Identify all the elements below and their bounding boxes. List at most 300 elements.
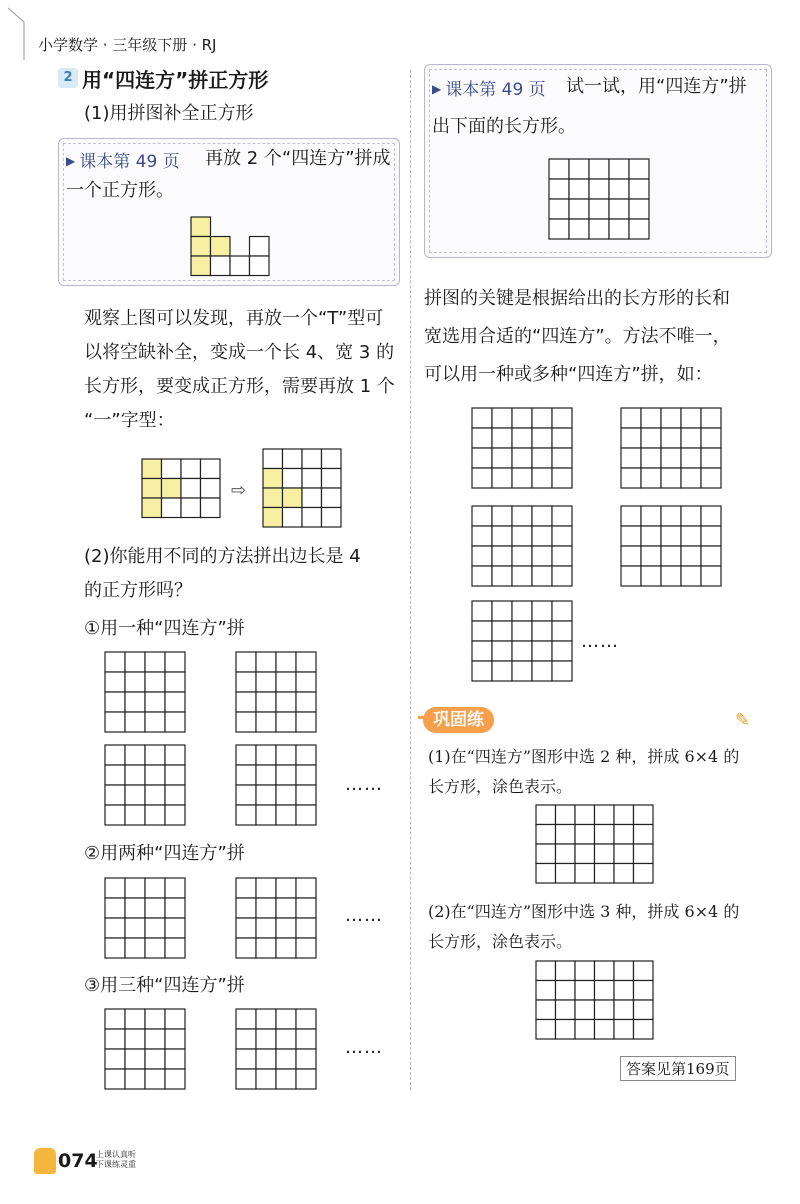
mascot-icon [34, 1148, 56, 1174]
grid-cell [634, 981, 654, 1001]
grid-cell [296, 878, 316, 898]
grid-cell [211, 237, 231, 257]
grid-cell [276, 918, 296, 938]
blank-grid-4x4[interactable] [235, 744, 315, 826]
grid-cell [256, 1049, 276, 1069]
grid-cell [575, 844, 595, 864]
grid-cell [661, 546, 681, 566]
grid-cell [165, 652, 185, 672]
grid-cell [532, 428, 552, 448]
grid-cell [256, 918, 276, 938]
grid-cell [472, 428, 492, 448]
grid-cell [145, 712, 165, 732]
grid-cell [536, 805, 556, 825]
grid-cell [165, 692, 185, 712]
grid-cell [512, 468, 532, 488]
grid-cell [595, 1020, 615, 1040]
ellipsis: …… [581, 631, 619, 652]
grid-cell [145, 785, 165, 805]
motto-line-1: 上课认真听 [96, 1150, 136, 1159]
grid-cell [105, 1049, 125, 1069]
grid-cell [125, 1029, 145, 1049]
grid-cell [556, 844, 576, 864]
grid-cell [256, 1069, 276, 1089]
grid-cell [641, 448, 661, 468]
grid-cell [276, 712, 296, 732]
grid-cell [296, 805, 316, 825]
grid-cell [621, 468, 641, 488]
blank-grid-4x5[interactable] [471, 407, 573, 489]
textbook-ref-label: 课本第 49 页 [79, 152, 180, 172]
grid-cell [621, 408, 641, 428]
grid-cell [569, 219, 589, 239]
grid-cell [634, 1020, 654, 1040]
grid-cell [512, 621, 532, 641]
grid-cell [105, 652, 125, 672]
grid-cell [614, 1020, 634, 1040]
grid-cell [256, 898, 276, 918]
grid-cell [629, 199, 649, 219]
textbook-ref-label: 课本第 49 页 [445, 80, 546, 100]
grid-cell [621, 428, 641, 448]
grid-cell [181, 498, 201, 518]
grid-cell [125, 672, 145, 692]
arrow-right-icon: ⇨ [231, 480, 247, 501]
grid-cell [512, 428, 532, 448]
grid-cell [556, 961, 576, 981]
grid-cell [634, 805, 654, 825]
grid-cell [681, 428, 701, 448]
grid-cell [492, 428, 512, 448]
grid-cell [236, 938, 256, 958]
ellipsis: …… [345, 1037, 383, 1058]
grid-cell [256, 1029, 276, 1049]
grid-cell [512, 566, 532, 586]
grid-cell [552, 621, 572, 641]
grid-cell [532, 468, 552, 488]
grid-cell [641, 566, 661, 586]
grid-cell [472, 506, 492, 526]
grid-cell [589, 219, 609, 239]
grid-cell [211, 256, 231, 276]
blank-grid-4x4[interactable] [235, 651, 315, 733]
blank-grid-4x4[interactable] [235, 1008, 315, 1090]
grid-cell [536, 844, 556, 864]
grid-cell [552, 601, 572, 621]
explain-line-1: 观察上图可以发现，再放一个“T”型可 [84, 308, 384, 329]
grid-cell [532, 641, 552, 661]
grid-cell [492, 661, 512, 681]
grid-cell [276, 652, 296, 672]
grid-cell [681, 468, 701, 488]
grid-cell [492, 408, 512, 428]
part2-line-2: 的正方形吗？ [84, 580, 192, 601]
grid-cell [701, 506, 721, 526]
q1-line-1: (1)在“四连方”图形中选 2 种，拼成 6×4 的 [428, 747, 740, 766]
grid-cell [125, 712, 145, 732]
grid-cell [145, 765, 165, 785]
grid-cell [492, 526, 512, 546]
grid-cell [661, 408, 681, 428]
pencil-icon: ✎ [735, 710, 751, 731]
grid-cell [629, 219, 649, 239]
grid-cell [629, 179, 649, 199]
grid-cell [236, 1049, 256, 1069]
grid-cell [575, 805, 595, 825]
grid-cell [236, 1009, 256, 1029]
grid-cell [165, 918, 185, 938]
grid-cell [552, 506, 572, 526]
grid-cell [283, 469, 303, 489]
blank-grid-4x5[interactable] [471, 600, 573, 682]
grid-cell [634, 1000, 654, 1020]
grid-cell [681, 448, 701, 468]
grid-cell [236, 712, 256, 732]
grid-cell [595, 805, 615, 825]
box2-text-line2: 出下面的长方形。 [432, 116, 576, 137]
grid-cell [105, 805, 125, 825]
header-book-title: 小学数学 · 三年级下册 · RJ [38, 36, 217, 54]
grid-cell [552, 428, 572, 448]
blank-grid-4x5[interactable] [620, 505, 722, 587]
grid-cell [256, 712, 276, 732]
grid-cell [125, 652, 145, 672]
grid-cell [575, 961, 595, 981]
grid-cell [701, 546, 721, 566]
grid-cell [472, 621, 492, 641]
grid-cell [165, 785, 185, 805]
grid-cell [552, 546, 572, 566]
grid-cell [145, 692, 165, 712]
grid-cell [105, 1069, 125, 1089]
grid-cell [236, 898, 256, 918]
right-para-line-1: 拼图的关键是根据给出的长方形的长和 [424, 288, 730, 309]
grid-cell [125, 918, 145, 938]
blank-grid-4x4[interactable] [104, 877, 184, 959]
grid-cell [165, 938, 185, 958]
blank-grid-4x4[interactable] [104, 744, 184, 826]
grid-cell [552, 448, 572, 468]
grid-cell [681, 526, 701, 546]
grid-cell [556, 1000, 576, 1020]
grid-cell [661, 428, 681, 448]
grid-cell [191, 217, 211, 237]
answer-reference: 答案见第169页 [620, 1056, 736, 1081]
grid-cell [276, 1069, 296, 1089]
blank-grid-4x5[interactable] [471, 505, 573, 587]
grid-cell [681, 506, 701, 526]
grid-cell [512, 506, 532, 526]
grid-cell [575, 1020, 595, 1040]
textbook-ref-tag-2 [432, 75, 546, 100]
grid-cell [472, 448, 492, 468]
grid-cell [661, 448, 681, 468]
grid-cell [661, 506, 681, 526]
grid-cell [142, 479, 162, 499]
grid-cell [609, 159, 629, 179]
grid-cell [276, 745, 296, 765]
grid-cell [681, 408, 701, 428]
grid-cell [283, 508, 303, 528]
grid-cell [549, 199, 569, 219]
grid-cell [105, 1029, 125, 1049]
grid-cell [512, 448, 532, 468]
grid-cell [145, 938, 165, 958]
grid-cell [595, 961, 615, 981]
grid-cell [701, 526, 721, 546]
triangle-icon: ▶ [66, 154, 76, 168]
grid-cell [296, 898, 316, 918]
blank-grid-4x6[interactable] [535, 960, 655, 1042]
grid-cell [236, 878, 256, 898]
grid-cell [236, 785, 256, 805]
page-motto [96, 1150, 136, 1170]
grid-cell [105, 878, 125, 898]
grid-cell [145, 672, 165, 692]
grid-cell [125, 785, 145, 805]
explain-line-4: “一”字型： [84, 410, 175, 431]
grid-cell [296, 765, 316, 785]
grid-cell [614, 1000, 634, 1020]
grid-cell [236, 918, 256, 938]
grid-cell [276, 1049, 296, 1069]
grid-cell [105, 672, 125, 692]
grid-cell [142, 459, 162, 479]
grid-cell [125, 745, 145, 765]
right-para-line-2: 宽选用合适的“四连方”。方法不唯一， [424, 326, 731, 347]
grid-cell [472, 661, 492, 681]
grid-cell [472, 601, 492, 621]
grid-cell [191, 237, 211, 257]
grid-cell [549, 219, 569, 239]
blank-grid-4x4[interactable] [235, 877, 315, 959]
grid-cell [256, 672, 276, 692]
section-title: 用“四连方”拼正方形 [82, 68, 269, 92]
grid-cell [125, 765, 145, 785]
grid-cell [552, 408, 572, 428]
grid-cell [250, 237, 270, 257]
grid-cell [575, 1000, 595, 1020]
grid-cell [552, 641, 572, 661]
grid-cell [283, 449, 303, 469]
grid-cell [512, 408, 532, 428]
grid-cell [512, 601, 532, 621]
textbook-ref-tag-1 [66, 147, 180, 172]
grid-cell [634, 825, 654, 845]
grid-cell [512, 641, 532, 661]
grid-cell [125, 898, 145, 918]
grid-cell [105, 785, 125, 805]
grid-cell [614, 864, 634, 884]
grid-cell [276, 878, 296, 898]
grid-cell [556, 805, 576, 825]
grid-cell [322, 469, 342, 489]
grid-cell [532, 408, 552, 428]
grid-cell [595, 864, 615, 884]
grid-cell [549, 159, 569, 179]
grid-cell [165, 1009, 185, 1029]
grid-cell [236, 1029, 256, 1049]
grid-cell [556, 1020, 576, 1040]
grid-cell [145, 878, 165, 898]
blank-grid-4x6[interactable] [535, 804, 655, 886]
grid-cell [552, 468, 572, 488]
grid-cell [512, 661, 532, 681]
grid-cell [609, 199, 629, 219]
grid-cell [236, 745, 256, 765]
grid-cell [532, 506, 552, 526]
grid-cell [681, 546, 701, 566]
method1-label: ①用一种“四连方”拼 [84, 618, 245, 639]
grid-cell [256, 805, 276, 825]
grid-cell [236, 652, 256, 672]
grid-cell [256, 692, 276, 712]
grid-cell [165, 898, 185, 918]
grid-cell [472, 546, 492, 566]
grid-cell [552, 566, 572, 586]
grid-cell [125, 1069, 145, 1089]
grid-cell [125, 1009, 145, 1029]
grid-cell [614, 805, 634, 825]
grid-cell [569, 179, 589, 199]
blank-grid-4x4[interactable] [104, 1008, 184, 1090]
box1-text-line2: 一个正方形。 [66, 180, 174, 201]
grid-cell [549, 179, 569, 199]
grid-cell [256, 785, 276, 805]
grid-cell [575, 825, 595, 845]
grid-cell [276, 1029, 296, 1049]
grid-cell [296, 785, 316, 805]
grid-cell [145, 1069, 165, 1089]
blank-grid-4x4[interactable] [104, 651, 184, 733]
part2-line-1: (2)你能用不同的方法拼出边长是 4 [84, 546, 361, 567]
grid-cell [609, 219, 629, 239]
grid-cell [145, 1009, 165, 1029]
grid-cell [556, 864, 576, 884]
grid-cell [165, 1029, 185, 1049]
grid-cell [302, 449, 322, 469]
grid-cell [165, 805, 185, 825]
grid-cell [263, 449, 283, 469]
grid-cell [296, 918, 316, 938]
grid-cell [296, 1029, 316, 1049]
right-para-line-3: 可以用一种或多种“四连方”拼，如： [424, 364, 713, 385]
motto-line-2: 下课练灵重 [96, 1160, 136, 1169]
grid-cell [296, 672, 316, 692]
blank-grid-4x5[interactable] [620, 407, 722, 489]
grid-cell [614, 825, 634, 845]
grid-cell [165, 712, 185, 732]
grid-cell [575, 981, 595, 1001]
grid-cell [276, 898, 296, 918]
grid-cell [256, 745, 276, 765]
grid-cell [256, 652, 276, 672]
column-divider [410, 70, 411, 1090]
grid-cell [614, 844, 634, 864]
grid-cell [162, 479, 182, 499]
grid-cell [296, 745, 316, 765]
grid-cell [492, 601, 512, 621]
grid-cell [165, 878, 185, 898]
grid-cell [256, 765, 276, 785]
grid-cell [165, 745, 185, 765]
grid-cell [145, 1029, 165, 1049]
grid-cell [105, 898, 125, 918]
grid-cell [536, 864, 556, 884]
explain-line-3: 长方形，要变成正方形，需要再放 1 个 [84, 376, 395, 397]
grid-cell [256, 938, 276, 958]
section-number-icon: 2 [58, 68, 78, 88]
grid-cell [302, 488, 322, 508]
grid-cell [701, 408, 721, 428]
grid-cell [532, 661, 552, 681]
grid-cell [641, 408, 661, 428]
grid-cell [145, 652, 165, 672]
grid-cell [145, 918, 165, 938]
grid-cell [296, 938, 316, 958]
grid-cell [322, 488, 342, 508]
box1-text-line1: 再放 2 个“四连方”拼成 [205, 148, 391, 169]
grid-cell [609, 179, 629, 199]
grid-cell [191, 256, 211, 276]
grid-cell [181, 479, 201, 499]
part1-title: (1)用拼图补全正方形 [84, 103, 254, 124]
method3-label: ③用三种“四连方”拼 [84, 975, 245, 996]
grid-cell [142, 498, 162, 518]
grid-cell [614, 961, 634, 981]
grid-cell [621, 526, 641, 546]
grid-cell [629, 159, 649, 179]
grid-cell [105, 745, 125, 765]
grid-cell [276, 938, 296, 958]
grid-cell [595, 844, 615, 864]
grid-cell [125, 692, 145, 712]
grid-cell [165, 672, 185, 692]
grid-cell [181, 459, 201, 479]
blank-grid-4x5[interactable] [548, 158, 658, 240]
method2-label: ②用两种“四连方”拼 [84, 843, 245, 864]
grid-cell [532, 621, 552, 641]
grid-cell [661, 566, 681, 586]
grid-cell [162, 498, 182, 518]
grid-cell [105, 712, 125, 732]
grid-cell [614, 981, 634, 1001]
grid-cell [575, 864, 595, 884]
grid-cell [661, 526, 681, 546]
grid-cell [236, 1069, 256, 1089]
grid-cell [701, 468, 721, 488]
q2-line-2: 长方形，涂色表示。 [428, 932, 573, 951]
grid-cell [276, 805, 296, 825]
grid-cell [492, 566, 512, 586]
grid-cell [276, 1009, 296, 1029]
grid-cell [634, 961, 654, 981]
explain-line-2: 以将空缺补全，变成一个长 4、宽 3 的 [84, 342, 395, 363]
grid-cell [296, 1049, 316, 1069]
grid-cell [681, 566, 701, 586]
grid-cell [165, 765, 185, 785]
grid-cell [201, 459, 221, 479]
grid-cell [105, 918, 125, 938]
grid-cell [256, 1009, 276, 1029]
grid-cell [472, 526, 492, 546]
grid-cell [256, 878, 276, 898]
grid-cell [472, 566, 492, 586]
grid-cell [641, 506, 661, 526]
grid-cell [532, 546, 552, 566]
grid-cell [556, 825, 576, 845]
grid-cell [283, 488, 303, 508]
